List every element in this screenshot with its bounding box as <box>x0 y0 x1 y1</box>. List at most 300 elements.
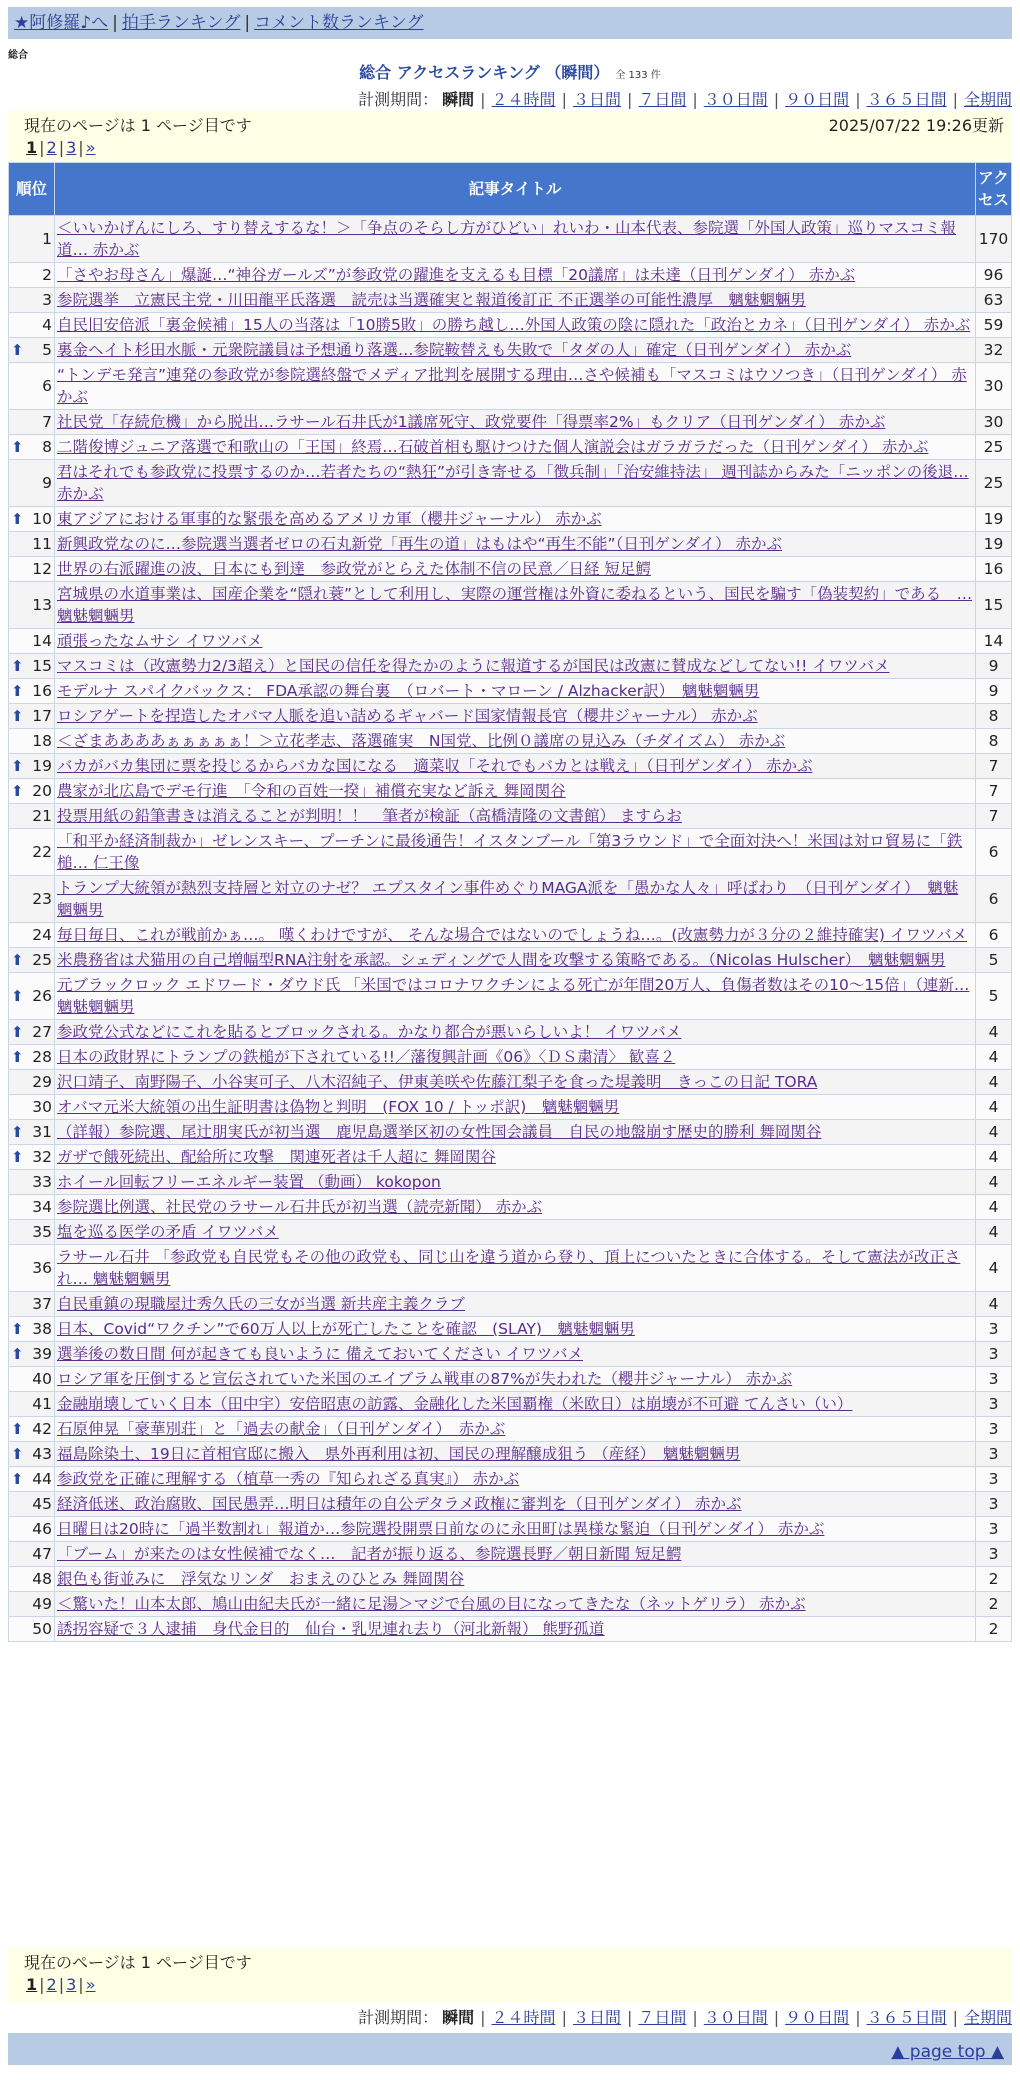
title-cell <box>55 1392 976 1417</box>
article-link[interactable]: 世界の右派躍進の波、日本にも到達 参政党がとらえた体制不信の民意／日経 短足鰐 <box>57 560 651 578</box>
table-row <box>9 679 1012 704</box>
rank-cell <box>9 779 55 804</box>
rank-number: 44 <box>32 1470 52 1488</box>
access-count: 7 <box>976 754 1012 779</box>
title-cell <box>55 1170 976 1195</box>
table-row <box>9 1592 1012 1617</box>
article-link[interactable]: 参院選比例選、社民党のラサール石井氏が初当選（読売新聞） 赤かぶ <box>57 1198 543 1216</box>
access-count: 2 <box>976 1617 1012 1642</box>
current-page-text-bottom: 現在のページは 1 ページ目です <box>24 1953 252 1972</box>
article-link[interactable]: 参政党公式などにこれを貼るとブロックされる。かなり都合が悪いらしいよ！ イワツバメ <box>57 1023 682 1041</box>
table-row <box>9 1245 1012 1292</box>
title-cell <box>55 313 976 338</box>
article-link[interactable]: ラサール石井 「参政党も自民党もその他の政党も、同じ山を違う道から登り、頂上についたときに合体する。そして憲法が改正され… 魑魅魍魎男 <box>57 1248 961 1288</box>
table-row <box>9 1442 1012 1467</box>
rank-cell <box>9 1442 55 1467</box>
access-count: 4 <box>976 1292 1012 1317</box>
rank-cell <box>9 1220 55 1245</box>
rank-number: 34 <box>32 1198 52 1216</box>
page-separator: | <box>39 138 45 157</box>
period-link-4[interactable]: ３０日間 <box>703 2008 768 2027</box>
period-separator: | <box>692 90 698 109</box>
page-separator: | <box>58 138 65 157</box>
rank-cell <box>9 754 55 779</box>
table-row <box>9 263 1012 288</box>
rank-cell <box>9 1592 55 1617</box>
table-row <box>9 1467 1012 1492</box>
table-row <box>9 1020 1012 1045</box>
period-link-6[interactable]: ３６５日間 <box>866 2008 947 2027</box>
article-link[interactable]: バカがバカ集団に票を投じるからバカな国になる 適菜収「それでもバカとは戦え」（日刊ゲンダイ） 赤かぶ <box>57 757 813 775</box>
title-cell <box>55 1517 976 1542</box>
access-count: 96 <box>976 263 1012 288</box>
rank-up-arrow-icon: ⬆ <box>11 707 24 725</box>
table-row <box>9 1070 1012 1095</box>
page-separator: | <box>78 138 84 157</box>
rank-cell <box>9 1517 55 1542</box>
access-count: 4 <box>976 1170 1012 1195</box>
rank-number: 23 <box>32 890 52 908</box>
page-next-link[interactable]: » <box>85 138 96 157</box>
article-link[interactable]: 福島除染土、19日に首相官邸に搬入 県外再利用は初、国民の理解醸成狙う （産経） 魑魅魍魎男 <box>57 1445 741 1463</box>
period-link-2[interactable]: ３日間 <box>572 90 621 109</box>
access-count: 15 <box>976 582 1012 629</box>
period-link-1[interactable]: ２４時間 <box>491 90 556 109</box>
rank-cell <box>9 1145 55 1170</box>
period-current: 瞬間 <box>442 90 475 109</box>
access-count: 4 <box>976 1245 1012 1292</box>
title-cell <box>55 1292 976 1317</box>
current-page-text: 現在のページは 1 ページ目です <box>24 116 252 135</box>
table-row <box>9 1342 1012 1367</box>
rank-number: 8 <box>42 438 52 456</box>
rank-number: 6 <box>42 377 52 395</box>
ranking-table <box>8 162 1012 1642</box>
access-count: 63 <box>976 288 1012 313</box>
article-link[interactable]: 米農務省は犬猫用の自己増幅型RNA注射を承認。シェディングで人間を攻撃する策略である。（Nicolas Hulscher） 魑魅魍魎男 <box>57 951 946 969</box>
table-row <box>9 313 1012 338</box>
period-separator: | <box>692 2008 698 2027</box>
article-link[interactable]: 自民重鎮の現職屋辻秀久氏の三女が当選 新共産主義クラブ <box>57 1295 465 1313</box>
rank-number: 14 <box>32 632 52 650</box>
rank-number: 16 <box>32 682 52 700</box>
title-cell <box>55 1617 976 1642</box>
article-link[interactable]: 頑張ったなムサシ イワツバメ <box>57 632 263 650</box>
rank-number: 41 <box>32 1395 52 1413</box>
nav-link-asyura[interactable]: ★阿修羅♪へ <box>14 13 109 33</box>
rank-cell <box>9 1467 55 1492</box>
page-link-3[interactable]: 3 <box>66 138 77 157</box>
rank-cell <box>9 288 55 313</box>
rank-number: 1 <box>42 230 52 248</box>
table-header-row <box>9 163 1012 216</box>
rank-cell <box>9 704 55 729</box>
article-link[interactable]: モデルナ スパイクバックス： FDA承認の舞台裏 （ロバート・マローン / Alzhacker訳） 魑魅魍魎男 <box>57 682 760 700</box>
title-cell <box>55 1592 976 1617</box>
rank-number: 40 <box>32 1370 52 1388</box>
rank-cell <box>9 263 55 288</box>
table-row <box>9 1617 1012 1642</box>
article-link[interactable]: 毎日毎日、これが戦前かぁ…。 嘆くわけですが、 そんな場合ではないのでしょうね…。(改憲勢力が３分の２維持確実) イワツバメ <box>57 926 968 944</box>
table-row <box>9 1292 1012 1317</box>
rank-up-arrow-icon: ⬆ <box>11 1023 24 1041</box>
rank-number: 36 <box>32 1259 52 1277</box>
page-link-2[interactable]: 2 <box>46 1975 57 1994</box>
article-link[interactable]: ＜いいかげんにしろ、すり替えするな！＞「争点のそらし方がひどい」れいわ・山本代表、参院選「外国人政策」巡りマスコミ報道… 赤かぶ <box>57 219 957 259</box>
article-link[interactable]: オバマ元米大統領の出生証明書は偽物と判明 (FOX 10 / トッポ訳) 魑魅魍魎男 <box>57 1098 620 1116</box>
article-link[interactable]: 自民旧安倍派「裏金候補」15人の当落は「10勝5敗」の勝ち越し…外国人政策の陰に隠れた「政治とカネ」（日刊ゲンダイ） 赤かぶ <box>57 316 971 334</box>
rank-cell <box>9 679 55 704</box>
period-separator: | <box>952 90 958 109</box>
rank-cell <box>9 1567 55 1592</box>
access-count: 8 <box>976 704 1012 729</box>
page-top-link[interactable]: ▲ page top ▲ <box>891 2042 1004 2062</box>
table-row <box>9 1195 1012 1220</box>
table-row <box>9 729 1012 754</box>
article-link[interactable]: ガザで餓死続出、配給所に攻撃 関連死者は千人超に 舞岡関谷 <box>57 1148 496 1166</box>
page-link-2[interactable]: 2 <box>46 138 57 157</box>
table-row <box>9 1517 1012 1542</box>
article-link[interactable]: 銀色も街並みに 浮気なリンダ おまえのひとみ 舞岡関谷 <box>57 1570 465 1588</box>
rank-up-arrow-icon: ⬆ <box>11 1445 24 1463</box>
header-title: 記事タイトル <box>55 163 976 216</box>
access-count: 14 <box>976 629 1012 654</box>
article-link[interactable]: 裏金ヘイト杉田水脈・元衆院議員は予想通り落選…参院鞍替えも失敗で「タダの人」確定（日刊ゲンダイ） 赤かぶ <box>57 341 852 359</box>
access-count: 3 <box>976 1392 1012 1417</box>
period-selector-bottom <box>358 2005 1012 2028</box>
access-count: 4 <box>976 1220 1012 1245</box>
table-row <box>9 876 1012 923</box>
rank-cell <box>9 629 55 654</box>
table-row <box>9 754 1012 779</box>
rank-cell <box>9 729 55 754</box>
access-count: 25 <box>976 435 1012 460</box>
article-link[interactable]: 宮城県の水道事業は、国産企業を“隠れ蓑”として利用し、実際の運営権は外資に委ねるという、国民を騙す「偽装契約」である … 魑魅魍魎男 <box>57 585 973 625</box>
table-row <box>9 1367 1012 1392</box>
title-cell <box>55 1467 976 1492</box>
title-cell <box>55 1120 976 1145</box>
rank-number: 12 <box>32 560 52 578</box>
article-link[interactable]: 塩を巡る医学の矛盾 イワツバメ <box>57 1223 279 1241</box>
item-count: 全 133 件 <box>615 70 661 81</box>
rank-number: 35 <box>32 1223 52 1241</box>
rank-number: 17 <box>32 707 52 725</box>
title-cell <box>55 1492 976 1517</box>
title-cell <box>55 654 976 679</box>
rank-cell <box>9 1095 55 1120</box>
rank-number: 18 <box>32 732 52 750</box>
page-current: 1 <box>26 1975 38 1994</box>
table-row <box>9 948 1012 973</box>
pager-top <box>8 111 1012 161</box>
rank-cell <box>9 532 55 557</box>
page-next-link[interactable]: » <box>85 1975 96 1994</box>
article-link[interactable]: 新興政党なのに…参院選当選者ゼロの石丸新党「再生の道」はもはや“再生不能”（日刊ゲンダイ） 赤かぶ <box>57 535 783 553</box>
article-link[interactable]: 参院選挙 立憲民主党・川田龍平氏落選 読売は当選確実と報道後訂正 不正選挙の可能性濃厚 魑魅魍魎男 <box>57 291 806 309</box>
title-cell <box>55 876 976 923</box>
table-row <box>9 216 1012 263</box>
header-access: アクセス <box>976 163 1012 216</box>
period-separator: | <box>626 90 633 109</box>
rank-cell <box>9 1020 55 1045</box>
page-links-bottom <box>24 1974 996 1996</box>
title-cell <box>55 1542 976 1567</box>
article-link[interactable]: 経済低迷、政治腐敗、国民愚弄…明日は積年の自公デタラメ政権に審判を（日刊ゲンダイ） 赤かぶ <box>57 1495 742 1513</box>
article-link[interactable]: 沢口靖子、南野陽子、小谷実可子、八木沼純子、伊東美咲や佐藤江梨子を食った堤義明 きっこの日記 TORA <box>57 1073 818 1091</box>
table-row <box>9 507 1012 532</box>
article-link[interactable]: 金融崩壊していく日本（田中宇）安倍昭恵の訪露、金融化した米国覇権（米欧日）は崩壊が不可避 てんさい（い） <box>57 1395 853 1413</box>
article-link[interactable]: 参政党を正確に理解する（植草一秀の『知られざる真実』） 赤かぶ <box>57 1470 520 1488</box>
access-count: 4 <box>976 1095 1012 1120</box>
title-cell <box>55 507 976 532</box>
access-count: 170 <box>976 216 1012 263</box>
article-link[interactable]: 誘拐容疑で３人逮捕 身代金目的 仙台・乳児連れ去り（河北新報） 熊野孤道 <box>57 1620 605 1638</box>
access-count: 9 <box>976 679 1012 704</box>
table-row <box>9 460 1012 507</box>
article-link[interactable]: 二階俊博ジュニア落選で和歌山の「王国」終焉…石破首相も駆けつけた個人演説会はガラガラだった（日刊ゲンダイ） 赤かぶ <box>57 438 929 456</box>
title-cell <box>55 435 976 460</box>
access-count: 8 <box>976 729 1012 754</box>
access-count: 3 <box>976 1367 1012 1392</box>
rank-cell <box>9 1245 55 1292</box>
table-row <box>9 532 1012 557</box>
access-count: 7 <box>976 804 1012 829</box>
article-link[interactable]: 農家が北広島でデモ行進 「令和の百姓一揆」補償充実など訴え 舞岡関谷 <box>57 782 566 800</box>
period-link-5[interactable]: ９０日間 <box>785 2008 850 2027</box>
breadcrumb: 総合 <box>8 50 28 61</box>
title-cell <box>55 1020 976 1045</box>
article-link[interactable]: ＜ざまああああぁぁぁぁぁ！＞立花孝志、落選確実 N国党、比例０議席の見込み（チダイズム） 赤かぶ <box>57 732 786 750</box>
title-cell <box>55 363 976 410</box>
access-count: 4 <box>976 1145 1012 1170</box>
updated-timestamp: 2025/07/22 19:26更新 <box>828 116 1004 135</box>
table-row <box>9 1492 1012 1517</box>
rank-up-arrow-icon: ⬆ <box>11 438 24 456</box>
table-row <box>9 363 1012 410</box>
title-cell <box>55 1317 976 1342</box>
title-cell <box>55 582 976 629</box>
rank-cell <box>9 1317 55 1342</box>
title-cell <box>55 1045 976 1070</box>
title-cell <box>55 829 976 876</box>
article-link[interactable]: 日曜日は20時に「過半数割れ」報道か…参院選投開票日前なのに永田町は異様な緊迫（日刊ゲンダイ） 赤かぶ <box>57 1520 825 1538</box>
access-count: 6 <box>976 923 1012 948</box>
rank-cell <box>9 1367 55 1392</box>
article-link[interactable]: トランプ大統領が熱烈支持層と対立のナゼ？ エプスタイン事件めぐりMAGA派を「愚かな人々」呼ばわり （日刊ゲンダイ） 魑魅魍魎男 <box>57 879 959 919</box>
table-row <box>9 1317 1012 1342</box>
period-link-6[interactable]: ３６５日間 <box>866 90 947 109</box>
rank-cell <box>9 507 55 532</box>
rank-number: 2 <box>42 266 52 284</box>
title-cell <box>55 1070 976 1095</box>
bottom-bar <box>8 2033 1012 2065</box>
article-link[interactable]: 選挙後の数日間 何が起きても良いように 備えておいてください イワツバメ <box>57 1345 583 1363</box>
rank-up-arrow-icon: ⬆ <box>11 782 24 800</box>
access-count: 3 <box>976 1517 1012 1542</box>
rank-cell <box>9 1417 55 1442</box>
rank-number: 3 <box>42 291 52 309</box>
rank-number: 48 <box>32 1570 52 1588</box>
access-count: 4 <box>976 1020 1012 1045</box>
title-cell <box>55 973 976 1020</box>
rank-number: 5 <box>42 341 52 359</box>
title-cell <box>55 804 976 829</box>
access-count: 32 <box>976 338 1012 363</box>
access-count: 3 <box>976 1342 1012 1367</box>
period-link-2[interactable]: ３日間 <box>572 2008 621 2027</box>
table-row <box>9 1095 1012 1120</box>
rank-cell <box>9 1542 55 1567</box>
rank-cell <box>9 338 55 363</box>
article-link[interactable]: “トンデモ発言”連発の参政党が参院選終盤でメディア批判を展開する理由…さや候補も「マスコミはウソつき」（日刊ゲンダイ） 赤かぶ <box>57 366 967 406</box>
access-count: 4 <box>976 1120 1012 1145</box>
period-separator: | <box>480 2008 486 2027</box>
rank-cell <box>9 1392 55 1417</box>
rank-up-arrow-icon: ⬆ <box>11 1148 24 1166</box>
article-link[interactable]: 東アジアにおける軍事的な緊張を高めるアメリカ軍（櫻井ジャーナル） 赤かぶ <box>57 510 602 528</box>
rank-cell <box>9 1292 55 1317</box>
access-count: 5 <box>976 973 1012 1020</box>
rank-cell <box>9 216 55 263</box>
article-link[interactable]: 社民党「存続危機」から脱出…ラサール石井氏が1議席死守、政党要件「得票率2%」もクリア（日刊ゲンダイ） 赤かぶ <box>57 413 886 431</box>
access-count: 30 <box>976 363 1012 410</box>
table-row <box>9 1170 1012 1195</box>
rank-cell <box>9 557 55 582</box>
top-nav-bar <box>8 7 1012 39</box>
access-count: 16 <box>976 557 1012 582</box>
ranking-table-body <box>9 216 1012 1642</box>
title-cell <box>55 557 976 582</box>
rank-number: 19 <box>32 757 52 775</box>
rank-cell <box>9 948 55 973</box>
rank-number: 38 <box>32 1320 52 1338</box>
rank-cell <box>9 973 55 1020</box>
period-link-7[interactable]: 全期間 <box>963 90 1012 109</box>
article-link[interactable]: 日本の政財界にトランプの鉄槌が下されている!!／藩復興計画《06》〈ＤＳ粛清〉 歓喜２ <box>57 1048 676 1066</box>
rank-number: 33 <box>32 1173 52 1191</box>
rank-cell <box>9 1070 55 1095</box>
nav-link-clap-ranking[interactable]: 拍手ランキング <box>121 13 241 33</box>
period-separator: | <box>773 2008 780 2027</box>
title-cell <box>55 779 976 804</box>
table-row <box>9 1120 1012 1145</box>
rank-number: 24 <box>32 926 52 944</box>
title-cell <box>55 1245 976 1292</box>
article-link[interactable]: 「和平か経済制裁か」ゼレンスキー、プーチンに最後通告！イスタンブール「第3ラウンド」で全面対決へ！米国は対ロ貿易に「鉄槌… 仁王像 <box>57 832 963 872</box>
period-link-3[interactable]: ７日間 <box>638 2008 687 2027</box>
rank-up-arrow-icon: ⬆ <box>11 987 24 1005</box>
rank-number: 28 <box>32 1048 52 1066</box>
table-row <box>9 1045 1012 1070</box>
nav-separator: | <box>244 13 251 33</box>
rank-up-arrow-icon: ⬆ <box>11 1048 24 1066</box>
title-cell <box>55 1195 976 1220</box>
table-row <box>9 1417 1012 1442</box>
title-cell <box>55 216 976 263</box>
rank-cell <box>9 1617 55 1642</box>
table-row <box>9 829 1012 876</box>
table-row <box>9 804 1012 829</box>
header-rank: 順位 <box>9 163 55 216</box>
article-link[interactable]: ロシア軍を圧倒すると宣伝されていた米国のエイブラム戦車の87%が失われた（櫻井ジャーナル） 赤かぶ <box>57 1370 793 1388</box>
title-cell <box>55 410 976 435</box>
table-row <box>9 1220 1012 1245</box>
title-cell <box>55 338 976 363</box>
rank-number: 43 <box>32 1445 52 1463</box>
period-separator: | <box>855 90 861 109</box>
rank-number: 26 <box>32 987 52 1005</box>
article-link[interactable]: 石原伸晃「豪華別荘」と「過去の献金」（日刊ゲンダイ） 赤かぶ <box>57 1420 506 1438</box>
article-link[interactable]: ホイール回転フリーエネルギー装置 （動画） kokopon <box>57 1173 441 1191</box>
rank-up-arrow-icon: ⬆ <box>11 1123 24 1141</box>
article-link[interactable]: 日本、Covid“ワクチン”で60万人以上が死亡したことを確認 (SLAY) 魑魅魍魎男 <box>57 1320 635 1338</box>
article-link[interactable]: 「さやお母さん」爆誕…“神谷ガールズ”が参政党の躍進を支えるも目標「20議席」は未達（日刊ゲンダイ） 赤かぶ <box>57 266 856 284</box>
period-separator: | <box>952 2008 958 2027</box>
nav-separator: | <box>112 13 118 33</box>
period-link-1[interactable]: ２４時間 <box>491 2008 556 2027</box>
rank-cell <box>9 1045 55 1070</box>
title-cell <box>55 754 976 779</box>
article-link[interactable]: ＜驚いた！山本太郎、鳩山由紀夫氏が一緒に足湯＞マジで台風の目になってきたな（ネットゲリラ） 赤かぶ <box>57 1595 806 1613</box>
title-cell <box>55 263 976 288</box>
table-row <box>9 654 1012 679</box>
access-count: 25 <box>976 460 1012 507</box>
article-link[interactable]: （詳報）参院選、尾辻朋実氏が初当選 鹿児島選挙区初の女性国会議員 自民の地盤崩す歴史的勝利 舞岡関谷 <box>57 1123 822 1141</box>
article-link[interactable]: 投票用紙の鉛筆書きは消えることが判明！！ 筆者が検証（高橋清隆の文書館） ますらお <box>57 807 682 825</box>
rank-number: 39 <box>32 1345 52 1363</box>
article-link[interactable]: ロシアゲートを捏造したオバマ人脈を追い詰めるギャバード国家情報長官（櫻井ジャーナル） 赤かぶ <box>57 707 758 725</box>
period-link-5[interactable]: ９０日間 <box>785 90 850 109</box>
rank-up-arrow-icon: ⬆ <box>11 757 24 775</box>
period-link-3[interactable]: ７日間 <box>638 90 687 109</box>
article-link[interactable]: 元ブラックロック エドワード・ダウド氏 「米国ではコロナワクチンによる死亡が年間20万人、負傷者数はその10～15倍」（連新… 魑魅魍魎男 <box>57 976 970 1016</box>
period-label: 計測期間： <box>358 90 439 109</box>
title-cell <box>55 1145 976 1170</box>
title-cell <box>55 288 976 313</box>
rank-cell <box>9 1170 55 1195</box>
ranking-title: 総合 アクセスランキング （瞬間） <box>359 63 610 82</box>
access-count: 5 <box>976 948 1012 973</box>
table-row <box>9 923 1012 948</box>
rank-number: 47 <box>32 1545 52 1563</box>
rank-cell <box>9 1195 55 1220</box>
rank-number: 22 <box>32 843 52 861</box>
period-link-7[interactable]: 全期間 <box>963 2008 1012 2027</box>
nav-link-comment-ranking[interactable]: コメント数ランキング <box>254 13 424 33</box>
page-link-3[interactable]: 3 <box>66 1975 77 1994</box>
title-cell <box>55 1095 976 1120</box>
access-count: 4 <box>976 1045 1012 1070</box>
title-cell <box>55 679 976 704</box>
article-link[interactable]: 君はそれでも参政党に投票するのか…若者たちの“熱狂”が引き寄せる「徴兵制」「治安維持法」 週刊誌からみた「ニッポンの後退… 赤かぶ <box>57 463 969 503</box>
article-link[interactable]: マスコミは（改憲勢力2/3超え）と国民の信任を得たかのように報道するが国民は改憲に賛成などしてない!! イワツバメ <box>57 657 890 675</box>
period-link-4[interactable]: ３０日間 <box>703 90 768 109</box>
rank-number: 37 <box>32 1295 52 1313</box>
title-cell <box>55 1567 976 1592</box>
access-count: 9 <box>976 654 1012 679</box>
rank-number: 10 <box>32 510 52 528</box>
title-cell <box>55 532 976 557</box>
article-link[interactable]: 「ブーム」が来たのは女性候補でなく… 記者が振り返る、参院選長野／朝日新聞 短足鰐 <box>57 1545 682 1563</box>
rank-cell <box>9 435 55 460</box>
rank-cell <box>9 410 55 435</box>
title-cell <box>55 1367 976 1392</box>
table-row <box>9 1567 1012 1592</box>
period-current: 瞬間 <box>442 2008 475 2027</box>
rank-number: 25 <box>32 951 52 969</box>
rank-number: 13 <box>32 596 52 614</box>
access-count: 3 <box>976 1467 1012 1492</box>
